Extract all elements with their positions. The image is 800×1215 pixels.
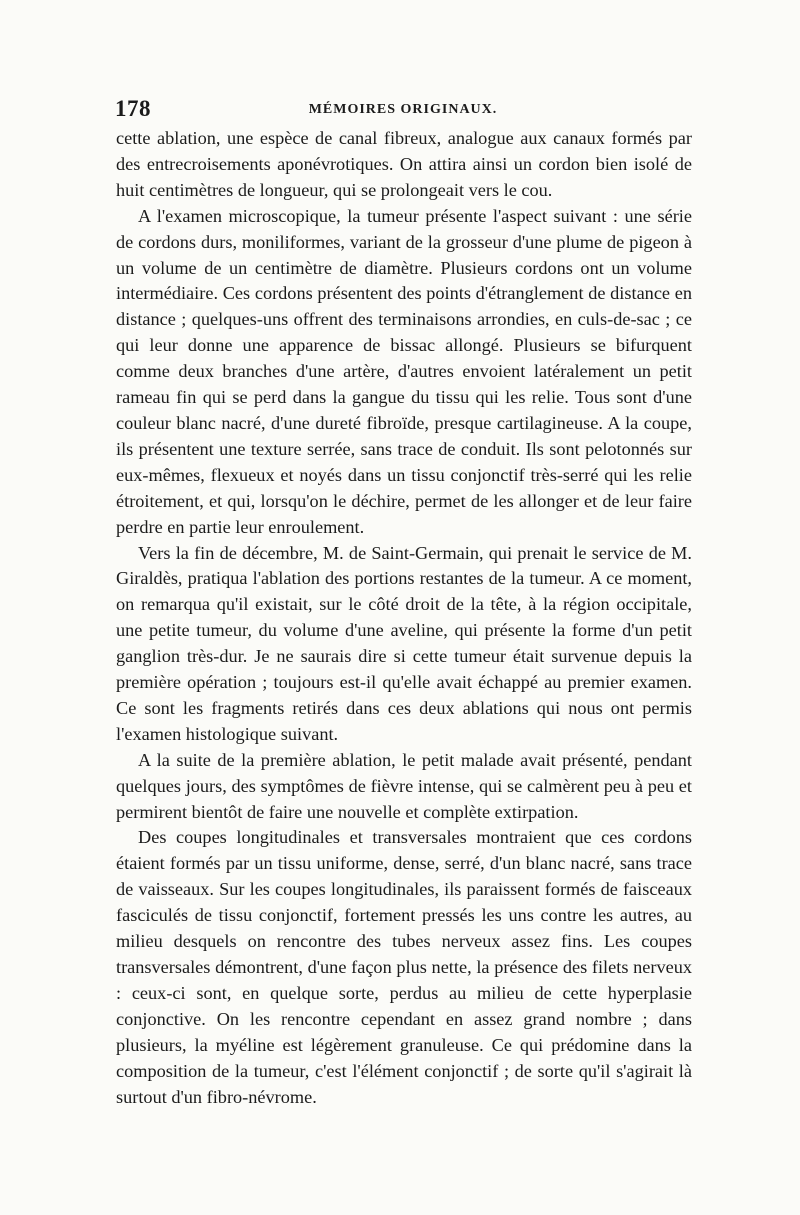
paragraph-december-ablation: Vers la fin de décembre, M. de Saint-Germain, qui prenait le service de M. Giraldès, pratiqua l'ablation des portions restantes de la tumeur. A ce moment, on remarqua qu'il existait, sur le côté droit de la tête, à la région occipitale, une petite tumeur, du volume d'une aveline, qui présente la forme d'un petit ganglion très-dur. Je ne saurais dire si cette tumeur était survenue depuis la première opération ; toujours est-il qu'elle avait échappé au premier examen. Ce sont les fragments retirés dans ces deux ablations qui nous ont permis l'examen histologique suivant. [116,542,692,744]
paragraph-fever: A la suite de la première ablation, le petit malade avait présenté, pendant quelques jours, des symptômes de fièvre intense, qui se calmèrent peu à peu et permirent bientôt de faire une nouvelle et complète extirpation. [116,749,692,822]
running-title: MÉMOIRES ORIGINAUX. [308,102,498,117]
body-text [116,126,692,1110]
paragraph-microscopic-exam: A l'examen microscopique, la tumeur présente l'aspect suivant : une série de cordons durs, moniliformes, variant de la grosseur d'une plume de pigeon à un volume de un centimètre de diamètre. Plusieurs cordons ont un volume intermédiaire. Ces cordons présentent des points d'étranglement de distance en distance ; quelques-uns offrent des terminaisons arrondies, en culs-de-sac ; ce qui leur donne une apparence de bissac allongé. Plusieurs se bifurquent comme deux branches d'une artère, d'autres envoient latéralement un petit rameau fin qui se perd dans la gangue du tissu qui les relie. Tous sont d'une couleur blanc nacré, d'une dureté fibroïde, presque cartilagineuse. A la coupe, ils présentent une texture serrée, sans trace de conduit. Ils sont pelotonnés sur eux-mêmes, flexueux et noyés dans un tissu conjonctif très-serré qui les relie étroitement, et qui, lorsqu'on le déchire, permet de les allonger et de leur faire perdre en partie leur enroulement. [116,205,692,537]
page-number: 178 [115,96,151,121]
paragraph-histology: Des coupes longitudinales et transversales montraient que ces cordons étaient formés par un tissu uniforme, dense, serré, d'un blanc nacré, sans trace de vaisseaux. Sur les coupes longitudinales, ils paraissent formés de faisceaux fasciculés de tissu conjonctif, fortement pressés les uns contre les autres, au milieu desquels on rencontre des tubes nerveux assez fins. Les coupes transversales démontrent, d'une façon plus nette, la présence des filets nerveux : ceux-ci sont, en quelque sorte, perdus au milieu de cette hyperplasie conjonctive. On les rencontre cependant en assez grand nombre ; dans plusieurs, la myéline est légèrement granuleuse. Ce qui prédomine dans la composition de la tumeur, c'est l'élément conjonctif ; de sorte qu'il s'agirait là surtout d'un fibro-névrome. [116,827,692,1107]
paragraph-continuation: cette ablation, une espèce de canal fibreux, analogue aux canaux formés par des entrecroisements aponévrotiques. On attira ainsi un cordon bien isolé de huit centimètres de longueur, qui se prolongeait vers le cou. [116,128,692,200]
page-header [115,96,691,126]
